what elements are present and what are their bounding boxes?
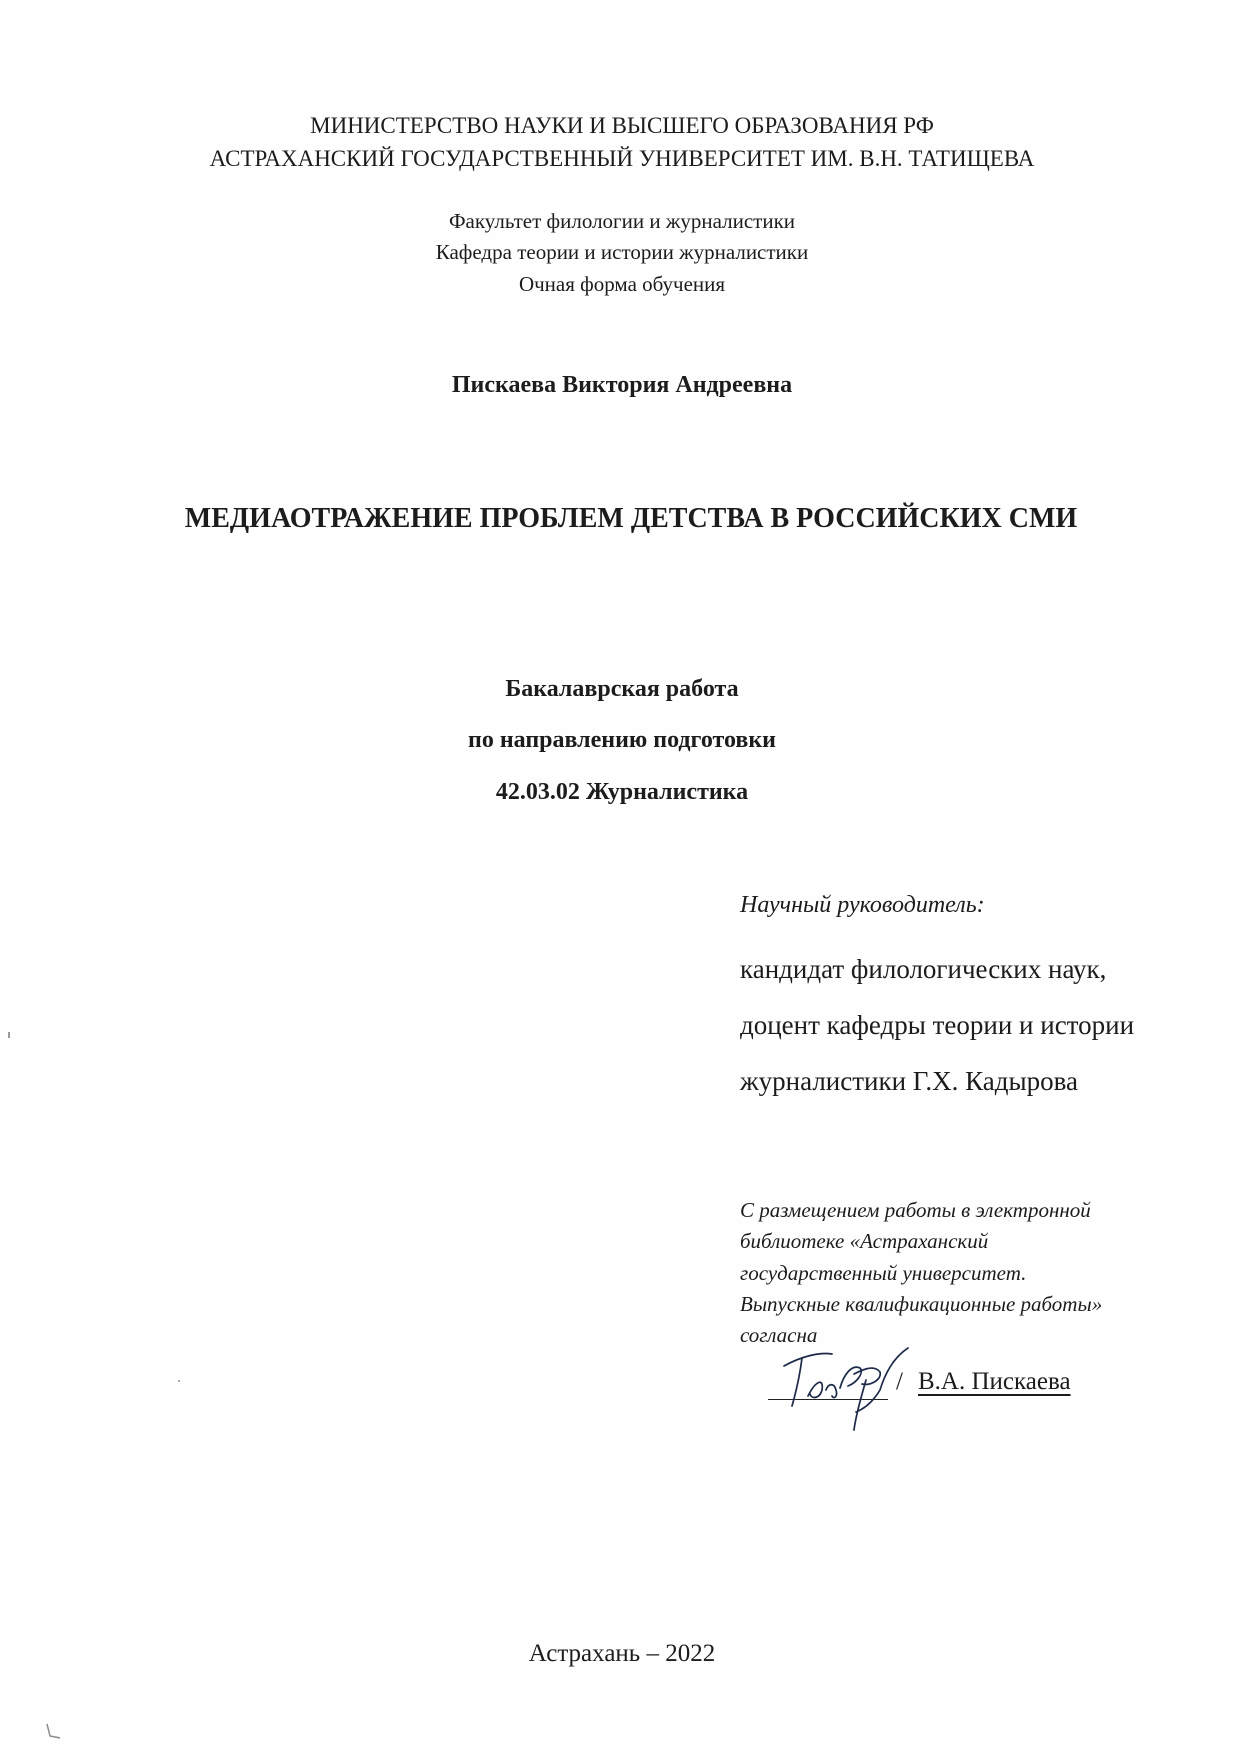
consent-line-4: Выпускные квалификационные работы» [740, 1292, 1103, 1316]
supervisor-line-3: журналистики Г.Х. Кадырова [740, 1066, 1079, 1096]
ministry-line: МИНИСТЕРСТВО НАУКИ И ВЫСШЕГО ОБРАЗОВАНИЯ РФ [310, 113, 934, 138]
scan-corner-mark [44, 1722, 64, 1742]
study-form-line: Очная форма обучения [518, 272, 726, 296]
department-line: Кафедра теории и истории журналистики [435, 240, 809, 264]
consent-line-2: библиотеке «Астраханский [740, 1229, 989, 1253]
consent-line-1: С размещением работы в электронной [740, 1198, 1091, 1222]
signer-name: В.А. Пискаева [918, 1368, 1071, 1395]
consent-line-5: согласна [740, 1323, 818, 1347]
supervisor-heading: Научный руководитель: [740, 892, 985, 918]
thesis-title: МЕДИАОТРАЖЕНИЕ ПРОБЛЕМ ДЕТСТВА В РОССИЙСКИХ СМИ [184, 503, 1078, 534]
city-year: Астрахань – 2022 [528, 1640, 716, 1667]
supervisor-line-2: доцент кафедры теории и истории [740, 1010, 1135, 1040]
work-type-line-1: Бакалаврская работа [505, 676, 739, 702]
author-name: Пискаева Виктория Андреевна [451, 372, 793, 398]
university-line: АСТРАХАНСКИЙ ГОСУДАРСТВЕННЫЙ УНИВЕРСИТЕТ ИМ. В.Н. ТАТИЩЕВА [209, 146, 1035, 171]
consent-line-3: государственный университет. [740, 1261, 1027, 1285]
supervisor-line-1: кандидат филологических наук, [740, 954, 1107, 984]
work-type-line-3: 42.03.02 Журналистика [495, 779, 749, 805]
faculty-line: Факультет филологии и журналистики [448, 209, 796, 233]
signature-separator: / [896, 1368, 903, 1395]
scan-speck [178, 1380, 180, 1382]
work-type-line-2: по направлению подготовки [467, 727, 777, 753]
scan-speck [8, 1032, 10, 1038]
